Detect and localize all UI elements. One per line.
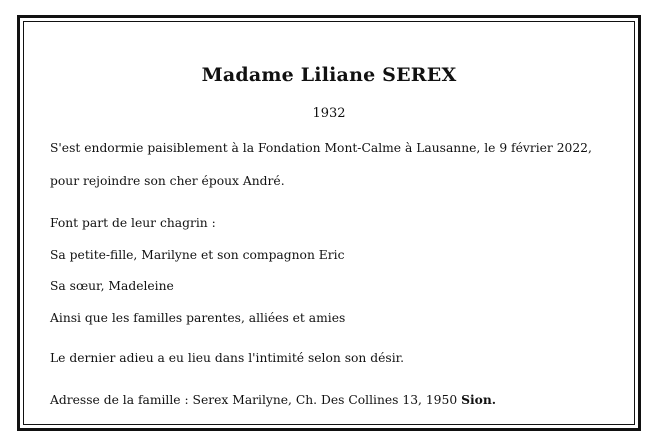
notice-line-families: Ainsi que les familles parentes, alliées et amies <box>50 311 346 325</box>
notice-outer-border <box>17 15 641 431</box>
notice-line-granddaughter: Sa petite-fille, Marilyne et son compagnon Eric <box>50 248 345 262</box>
notice-title: Madame Liliane SEREX <box>201 64 457 86</box>
notice-line-grief: Font part de leur chagrin : <box>50 216 216 230</box>
notice-line-sister: Sa sœur, Madeleine <box>50 279 174 293</box>
address-city: Sion. <box>461 392 497 407</box>
notice-line-address <box>50 392 496 407</box>
notice-line-farewell: Le dernier adieu a eu lieu dans l'intimité selon son désir. <box>50 351 405 365</box>
notice-inner-border <box>23 21 635 425</box>
address-text: Adresse de la famille : Serex Marilyne, Ch. Des Collines 13, 1950 <box>50 393 462 407</box>
notice-line-rejoin: pour rejoindre son cher époux André. <box>50 174 285 188</box>
notice-year: 1932 <box>312 106 346 121</box>
notice-line-passing: S'est endormie paisiblement à la Fondation Mont-Calme à Lausanne, le 9 février 2022, <box>50 141 592 155</box>
